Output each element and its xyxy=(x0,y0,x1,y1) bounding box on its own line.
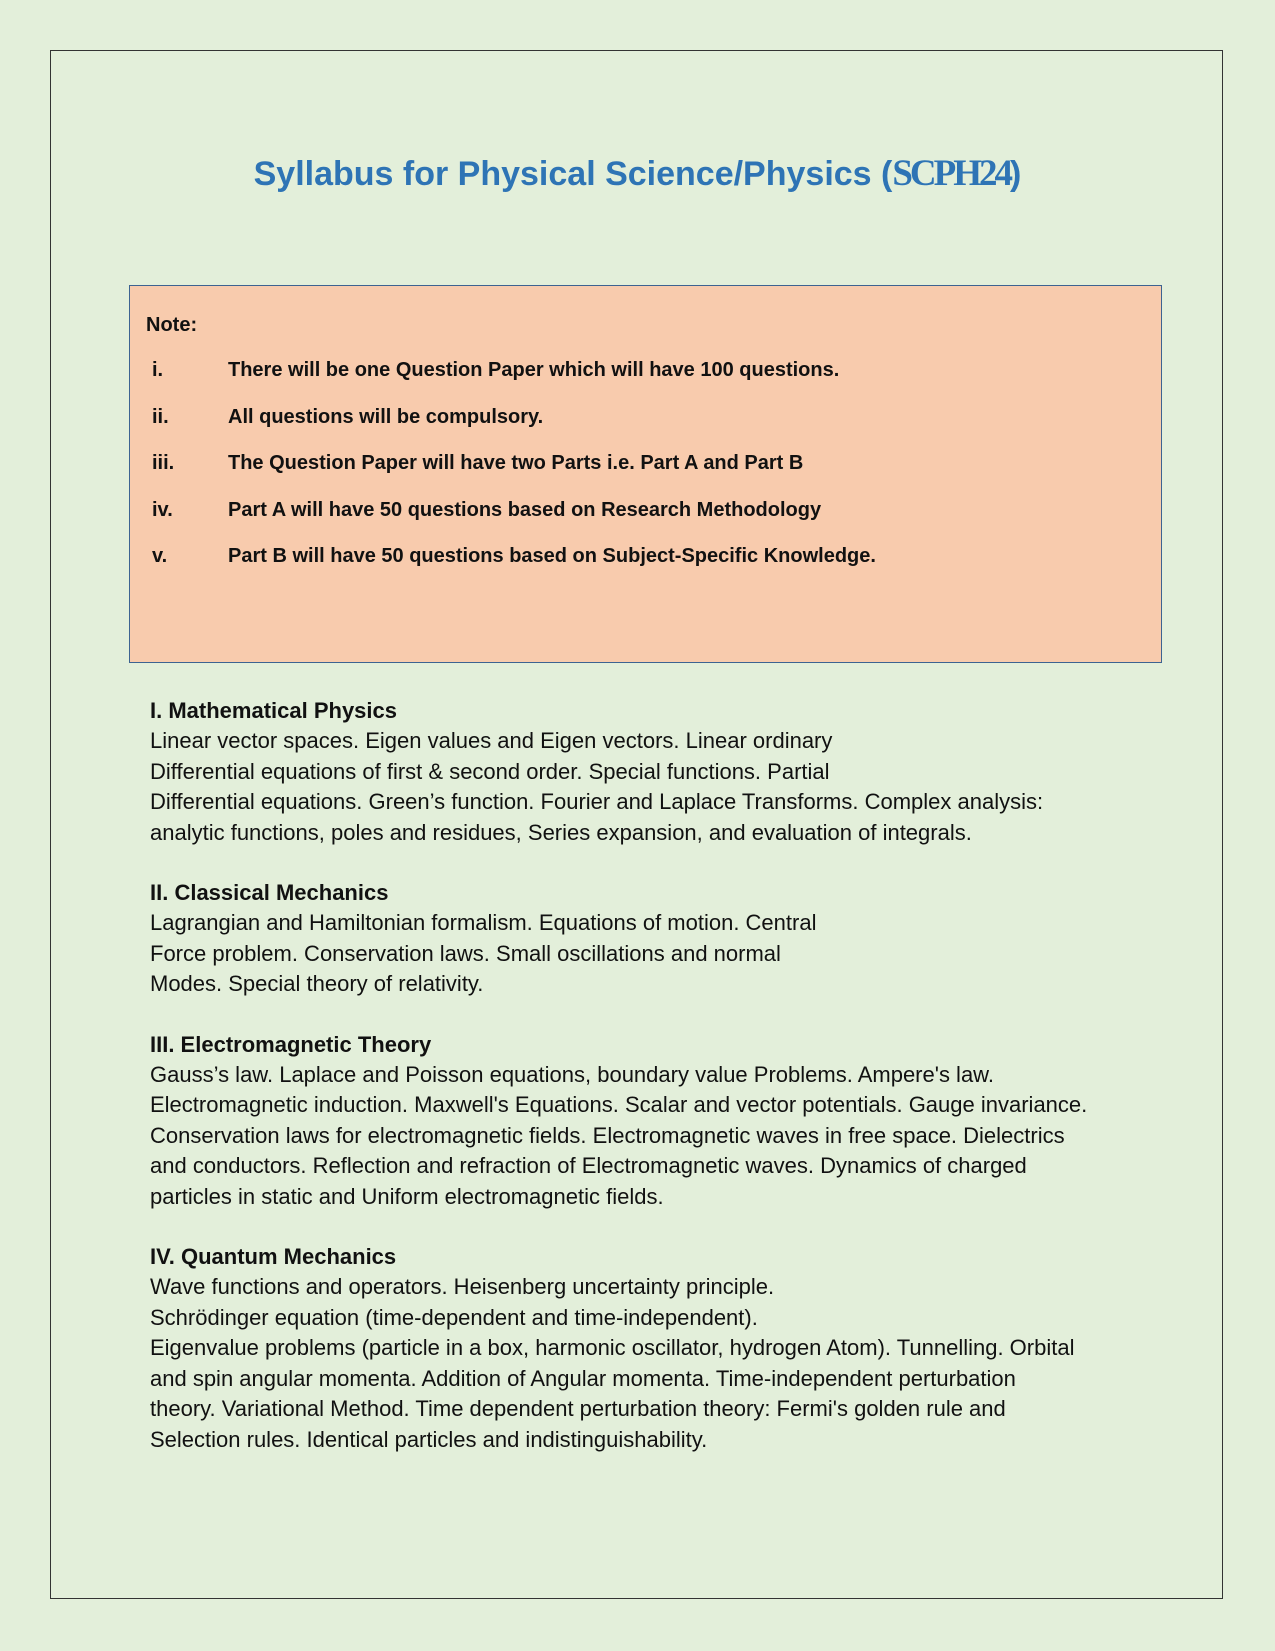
section-text-line: particles in static and Uniform electromagnetic fields. xyxy=(150,1183,664,1209)
note-item-text: There will be one Question Paper which will have 100 questions. xyxy=(228,359,840,381)
section-text-line: analytic functions, poles and residues, Series expansion, and evaluation of integrals. xyxy=(150,819,972,845)
syllabus-content xyxy=(150,696,1160,1485)
section-heading: II. Classical Mechanics xyxy=(150,880,389,905)
section-text-line: Lagrangian and Hamiltonian formalism. Equations of motion. Central xyxy=(150,910,817,935)
section-quantum-mechanics xyxy=(150,1242,1160,1455)
section-text-line: Gauss’s law. Laplace and Poisson equations, boundary value Problems. Ampere's law. xyxy=(150,1061,994,1087)
note-item-number: i. xyxy=(152,359,164,381)
section-text-line: and spin angular momenta. Addition of Angular momenta. Time-independent perturbation xyxy=(150,1365,1016,1391)
note-list xyxy=(152,359,876,592)
title-close: ) xyxy=(1010,155,1022,193)
note-item-number: ii. xyxy=(152,405,169,428)
note-label: Note: xyxy=(146,314,198,336)
section-text-line: Force problem. Conservation laws. Small oscillations and normal xyxy=(150,940,781,966)
note-item-number: v. xyxy=(152,545,168,567)
section-heading: I. Mathematical Physics xyxy=(150,698,397,723)
section-classical-mechanics xyxy=(150,878,1160,1000)
note-item-number: iv. xyxy=(152,498,173,521)
section-text-line: Wave functions and operators. Heisenberg uncertainty principle. xyxy=(150,1274,775,1299)
note-item-text: The Question Paper will have two Parts i.e. Part A and Part B xyxy=(228,452,804,474)
section-text-line: Modes. Special theory of relativity. xyxy=(150,971,484,996)
note-item xyxy=(152,406,876,453)
section-text-line: Linear vector spaces. Eigen values and Eigen vectors. Linear ordinary xyxy=(150,728,833,753)
section-heading: IV. Quantum Mechanics xyxy=(150,1244,397,1269)
note-item xyxy=(152,452,876,499)
note-item-text: Part B will have 50 questions based on Subject-Specific Knowledge. xyxy=(228,545,876,567)
note-box xyxy=(129,285,1162,663)
title-code: SCPH24 xyxy=(892,153,1011,194)
section-heading: III. Electromagnetic Theory xyxy=(150,1031,432,1057)
title-text: Syllabus for Physical Science/Physics ( xyxy=(253,155,893,193)
note-item-text: Part A will have 50 questions based on Research Methodology xyxy=(228,498,822,521)
page-title xyxy=(0,152,1275,195)
section-text-line: Electromagnetic induction. Maxwell's Equations. Scalar and vector potentials. Gauge invariance. xyxy=(150,1092,1088,1117)
section-text-line: Differential equations. Green’s function. Fourier and Laplace Transforms. Complex analysis: xyxy=(150,789,1044,814)
note-item-text: All questions will be compulsory. xyxy=(228,405,544,428)
note-item-number: iii. xyxy=(152,452,175,474)
section-text-line: and conductors. Reflection and refraction of Electromagnetic waves. Dynamics of charged xyxy=(150,1153,1027,1178)
section-mathematical-physics xyxy=(150,696,1160,848)
section-text-line: Conservation laws for electromagnetic fields. Electromagnetic waves in free space. Dielectrics xyxy=(150,1122,1065,1148)
section-text-line: Differential equations of first & second order. Special functions. Partial xyxy=(150,758,830,784)
note-item xyxy=(152,499,876,546)
section-text-line: Selection rules. Identical particles and indistinguishability. xyxy=(150,1426,708,1452)
section-text-line: Schrödinger equation (time-dependent and time-independent). xyxy=(150,1304,758,1330)
note-item xyxy=(152,359,876,406)
note-item xyxy=(152,545,876,592)
section-electromagnetic-theory xyxy=(150,1030,1160,1213)
section-text-line: Eigenvalue problems (particle in a box, harmonic oscillator, hydrogen Atom). Tunnelling. Orbital xyxy=(150,1335,1075,1360)
section-text-line: theory. Variational Method. Time dependent perturbation theory: Fermi's golden rule and xyxy=(150,1396,1006,1421)
